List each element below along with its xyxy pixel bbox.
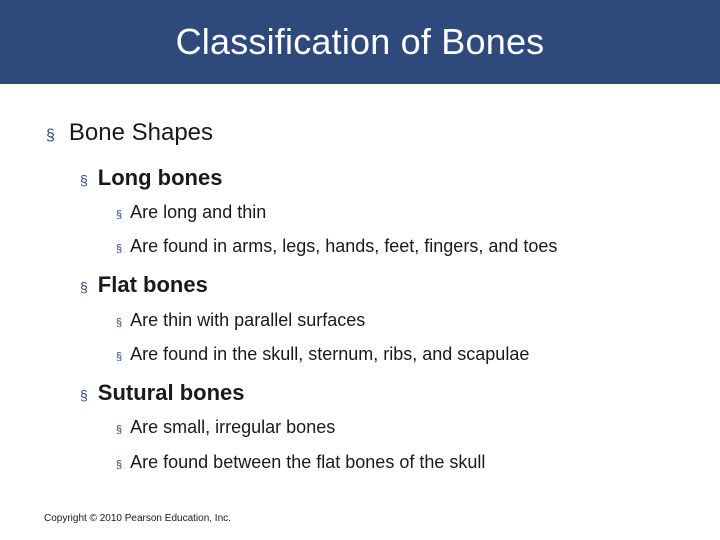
bullet-text: Are small, irregular bones bbox=[130, 417, 336, 437]
bullet-text: Long bones bbox=[97, 165, 223, 190]
bullet-icon: § bbox=[46, 127, 55, 144]
bullet-text: Flat bones bbox=[97, 272, 208, 297]
bullet-flat-1 bbox=[116, 310, 365, 331]
copyright-footer: Copyright © 2010 Pearson Education, Inc. bbox=[44, 513, 231, 524]
bullet-icon: § bbox=[80, 279, 88, 295]
bullet-icon: § bbox=[116, 209, 123, 221]
bullet-sutural-2 bbox=[116, 452, 485, 473]
bullet-flat-2 bbox=[116, 344, 529, 365]
bullet-bone-shapes bbox=[46, 119, 213, 147]
bullet-icon: § bbox=[116, 317, 123, 329]
bullet-text: Are thin with parallel surfaces bbox=[130, 310, 366, 330]
bullet-text: Sutural bones bbox=[97, 380, 245, 405]
bullet-icon: § bbox=[116, 424, 123, 436]
bullet-icon: § bbox=[116, 243, 123, 255]
bullet-long-1 bbox=[116, 202, 266, 223]
slide-title: Classification of Bones bbox=[175, 21, 545, 62]
bullet-icon: § bbox=[116, 351, 123, 363]
bullet-text: Are found between the flat bones of the skull bbox=[130, 452, 486, 472]
bullet-flat-bones bbox=[80, 272, 208, 298]
bullet-sutural-1 bbox=[116, 417, 335, 438]
bullet-text: Are found in arms, legs, hands, feet, fingers, and toes bbox=[130, 236, 558, 256]
title-bar bbox=[0, 0, 720, 84]
bullet-icon: § bbox=[116, 459, 123, 471]
bullet-long-bones bbox=[80, 165, 222, 191]
bullet-long-2 bbox=[116, 236, 557, 257]
bullet-icon: § bbox=[80, 172, 88, 188]
bullet-icon: § bbox=[80, 387, 88, 403]
bullet-text: Bone Shapes bbox=[68, 119, 214, 146]
bullet-sutural-bones bbox=[80, 380, 244, 406]
bullet-text: Are long and thin bbox=[130, 202, 267, 222]
bullet-text: Are found in the skull, sternum, ribs, and scapulae bbox=[130, 344, 530, 364]
